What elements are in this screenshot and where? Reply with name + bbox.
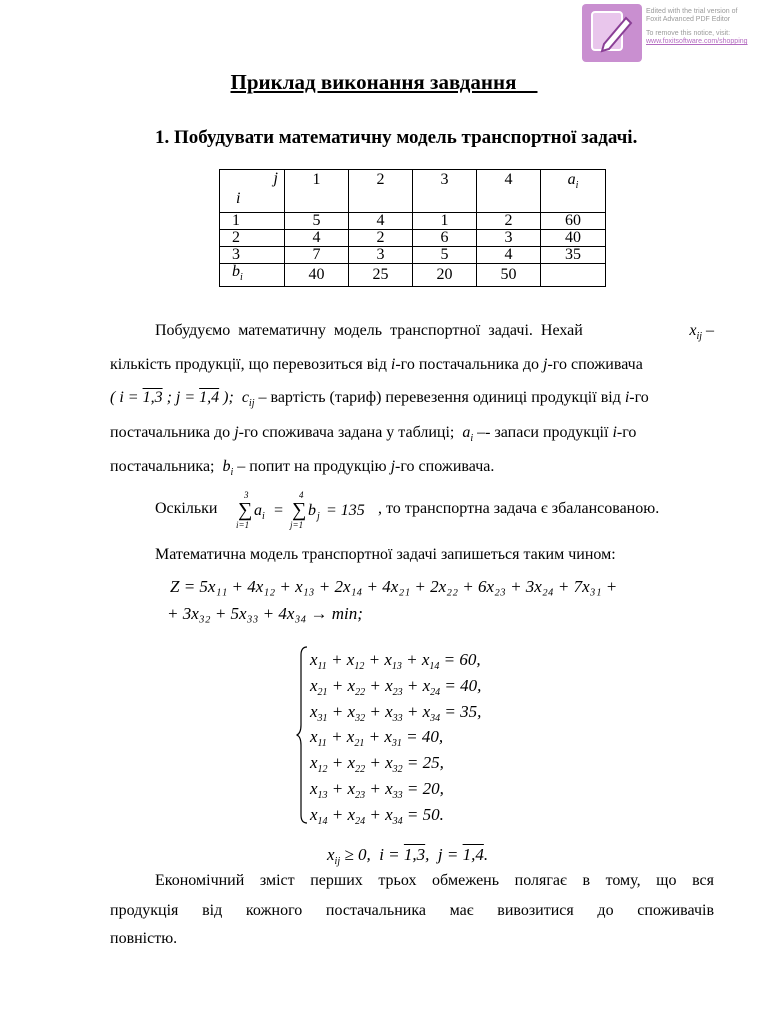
variable-index: 23: [392, 686, 403, 698]
demand-cell: 50: [477, 264, 541, 287]
column-header: 2: [349, 170, 413, 213]
watermark-link[interactable]: www.foxitsoftware.com/shopping: [646, 38, 748, 46]
cost-cell: 5: [285, 213, 349, 230]
watermark-line: Edited with the trial version of: [646, 8, 738, 15]
svg-text:i=1: i=1: [236, 520, 250, 530]
variable-index: 23: [355, 789, 366, 801]
system-brace: [296, 645, 310, 825]
constraint-row: $x_{21} + x_{22} + x_{23} + x_{24} = 40$,: [310, 675, 482, 698]
demand-row: [220, 264, 606, 287]
constraint-rhs: 40,: [421, 727, 444, 747]
supply-cell: 60: [541, 213, 606, 230]
variable-index: 14: [317, 815, 328, 827]
variable: x: [385, 804, 393, 824]
constraint-row: $x_{13} + x_{23} + x_{33} = 20$,: [310, 778, 444, 801]
econ-line-2: продукція від кожного постачальника має вивозитися до споживачів: [110, 902, 714, 919]
cost-cell: 7: [285, 247, 349, 264]
watermark-line: Foxit Advanced PDF Editor: [646, 16, 731, 24]
demand-label: $b_i$: [220, 264, 285, 287]
watermark-line: To remove this notice, visit:: [646, 29, 731, 37]
variable-index: 22: [355, 764, 366, 776]
variable-index: 12: [317, 764, 328, 776]
variable: x: [347, 701, 356, 721]
paragraph-line: ( i = 1,3 ; j = 1,4 ); $c_{ij}$ – вартість (тариф) перевезення одиниці продукції від i-го: [110, 389, 649, 409]
svg-text:=: =: [273, 502, 284, 519]
header-corner-cell: [220, 170, 285, 213]
econ-line-3: повністю.: [110, 930, 178, 947]
supply-cell: 35: [541, 247, 606, 264]
demand-cell: 40: [285, 264, 349, 287]
constraint-rhs: 40,: [460, 675, 482, 695]
demand-cell: 20: [413, 264, 477, 287]
header-i: i: [236, 190, 241, 207]
demand-cell: 25: [349, 264, 413, 287]
variable-index: 21: [317, 686, 328, 698]
variable-index: 32: [392, 764, 403, 776]
svg-text:i: i: [262, 511, 265, 522]
constraint-row: $x_{11} + x_{12} + x_{13} + x_{14} = 60$,: [310, 650, 481, 672]
econ-line-1: Економічний зміст перших трьох обмежень полягає в тому, що вся: [155, 872, 714, 889]
svg-text:3: 3: [244, 490, 249, 500]
variable-index: 12: [354, 661, 365, 672]
cost-cell: 2: [349, 230, 413, 247]
constraint-row: $x_{14} + x_{24} + x_{34} = 50$.: [310, 804, 444, 827]
variable-index: 33: [392, 712, 403, 724]
variable: x: [346, 727, 355, 747]
svg-text:b: b: [308, 502, 316, 519]
svg-text:j: j: [317, 511, 320, 522]
variable: x: [422, 701, 431, 721]
variable: x: [421, 650, 430, 669]
variable: x: [347, 753, 356, 773]
watermark-notice: [646, 8, 764, 47]
column-header: 3: [413, 170, 477, 213]
variable-index: 22: [355, 686, 366, 698]
cost-cell: 3: [349, 247, 413, 264]
variable: x: [385, 701, 393, 721]
variable: x: [310, 650, 318, 669]
svg-text:∑: ∑: [292, 499, 307, 521]
constraint-rhs: 60,: [459, 650, 481, 669]
variable-index: 21: [354, 738, 365, 750]
objective-line-2: + 3x₃₂ + 5x₃₃ + 4x₃₄ → min;: [167, 604, 363, 623]
constraint-row: $x_{31} + x_{32} + x_{33} + x_{34} = 35$,: [310, 701, 482, 724]
variable: x: [310, 753, 318, 773]
paragraph-line: постачальника; $b_i$ – попит на продукцію j-го споживача.: [110, 458, 495, 478]
cost-cell: 4: [477, 247, 541, 264]
variable: x: [385, 753, 393, 773]
cost-cell: 6: [413, 230, 477, 247]
balance-conclusion: , то транспортна задача є збалансованою.: [378, 500, 660, 517]
variable: x: [422, 675, 431, 695]
svg-text:j=1: j=1: [290, 520, 304, 530]
variable-index: 33: [392, 789, 403, 801]
variable-index: 11: [317, 738, 327, 750]
task-heading: 1. Побудувати математичну модель транспортної задачі.: [155, 127, 638, 148]
column-header: 4: [477, 170, 541, 213]
cost-cell: 5: [413, 247, 477, 264]
cost-cell: 2: [477, 213, 541, 230]
paragraph-line: Побудуємо математичну модель транспортної задачі. Нехай $x_{ij}$ –: [155, 322, 714, 342]
table-header-row: [220, 170, 606, 213]
variable-index: 34: [430, 712, 441, 724]
variable: x: [384, 650, 392, 669]
paragraph-line: кількість продукції, що перевозиться від i-го постачальника до j-го споживача: [110, 356, 643, 373]
variable: x: [347, 675, 356, 695]
supply-cell: 40: [541, 230, 606, 247]
variable: x: [385, 778, 393, 798]
variable: x: [347, 804, 356, 824]
paragraph-line: постачальника до j-го споживача задана у таблиці; $a_i$ –- запаси продукції i-го: [110, 424, 637, 444]
table-row: [220, 213, 606, 230]
variable-index: 11: [317, 661, 327, 672]
variable-index: 24: [430, 686, 441, 698]
table-row: [220, 230, 606, 247]
variable-index: 24: [355, 815, 366, 827]
balance-label: Оскільки: [155, 500, 218, 517]
variable: x: [310, 727, 318, 747]
svg-text:4: 4: [299, 490, 304, 500]
constraint-row: $x_{12} + x_{22} + x_{32} = 25$,: [310, 753, 444, 776]
constraint-rhs: 20,: [422, 778, 444, 798]
svg-text:∑: ∑: [238, 499, 253, 521]
variable-index: 31: [317, 712, 328, 724]
row-index: 1: [220, 213, 285, 230]
empty-cell: [541, 264, 606, 287]
objective-line-1: Z = 5x₁₁ + 4x₁₂ + x₁₃ + 2x₁₄ + 4x₂₁ + 2x₂₂ + 6x₂₃ + 3x₂₄ + 7x₃₁ +: [170, 577, 618, 596]
variable: x: [310, 804, 318, 824]
constraint-system: [310, 647, 481, 828]
variable: x: [347, 778, 356, 798]
balance-value: = 135: [326, 502, 365, 519]
svg-text:a: a: [254, 502, 262, 519]
constraint-rhs: 25,: [422, 753, 444, 773]
table-row: [220, 247, 606, 264]
variable-index: 32: [355, 712, 366, 724]
model-intro: Математична модель транспортної задачі запишеться таким чином:: [155, 546, 616, 563]
variable: x: [310, 701, 318, 721]
header-j: j: [273, 170, 278, 187]
variable: x: [385, 675, 393, 695]
supply-header: $a_i$: [541, 170, 606, 213]
variable: x: [310, 778, 318, 798]
row-index: 3: [220, 247, 285, 264]
constraint-row: $x_{11} + x_{21} + x_{31} = 40$,: [310, 727, 444, 750]
nonnegativity-condition: $x_{ij} \ge 0$, i = 1,3, j = 1,4.: [327, 845, 489, 867]
cost-cell: 4: [285, 230, 349, 247]
row-index: 2: [220, 230, 285, 247]
constraint-rhs: 50.: [422, 804, 444, 824]
pen-edit-icon: [590, 10, 634, 56]
variable: x: [310, 675, 318, 695]
cost-cell: 3: [477, 230, 541, 247]
foxit-logo: [582, 4, 642, 62]
cost-cell: 1: [413, 213, 477, 230]
balance-formula: [232, 486, 382, 534]
variable-index: 31: [391, 738, 402, 750]
column-header: 1: [285, 170, 349, 213]
page-title: Приклад виконання завдання: [230, 70, 517, 94]
variable-index: 13: [317, 789, 328, 801]
variable-index: 34: [392, 815, 403, 827]
variable-index: 13: [391, 661, 402, 672]
cost-cell: 4: [349, 213, 413, 230]
variable-index: 14: [429, 661, 440, 672]
cost-table: [219, 169, 606, 287]
variable: x: [384, 727, 392, 747]
constraint-rhs: 35,: [460, 701, 482, 721]
variable: x: [346, 650, 355, 669]
